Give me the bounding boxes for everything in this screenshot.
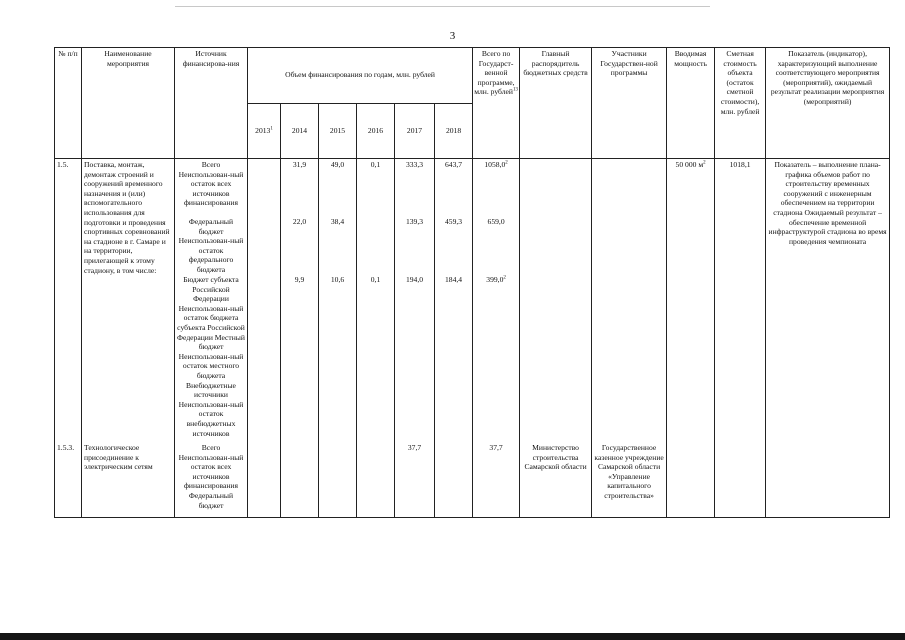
value: 38,4	[330, 217, 345, 226]
page-bottom-edge	[0, 633, 905, 640]
year-header: 2014	[281, 103, 319, 159]
total-sup: 2	[505, 160, 508, 166]
year-cell	[357, 159, 395, 440]
estimated-cell	[715, 439, 766, 518]
value: 333,3	[405, 160, 424, 169]
value: 10,6	[330, 275, 345, 284]
year-cell	[435, 439, 473, 518]
total-number: 399,0	[486, 275, 504, 284]
col-manager-header: Главный распорядитель бюджетных средств	[520, 48, 592, 159]
value: 643,7	[444, 160, 463, 169]
funding-group-header: Объем финансирования по годам, млн. рублей	[248, 48, 473, 104]
capacity-sup: 2	[703, 160, 706, 166]
year-cell	[248, 439, 281, 518]
col-indicator-header: Показатель (индикатор), характеризующий выполнение соответствующего мероприятия (мероприятий), ожидаемый результат реализации мероприятия (мероприятий)	[766, 48, 890, 159]
top-rule	[175, 6, 710, 7]
indicator-cell: Показатель – выполнение плана-графика объемов работ по строительству временных сооружений с инженерным обеспечением на территории стадиона Ожидаемый результат – обеспечение временной инфраструктурой стадиона во время проведения чемпионата	[766, 159, 890, 440]
year-cell	[281, 439, 319, 518]
col-estimated-header: Сметная стоимость объекта (остаток сметной стоимости), млн. рублей	[715, 48, 766, 159]
indicator-cell	[766, 439, 890, 518]
total-header-text: Всего по Государст-венной программе, млн. рублей	[474, 49, 515, 97]
capacity-cell	[667, 439, 715, 518]
value: 0,1	[370, 160, 381, 169]
year-header: 2016	[357, 103, 395, 159]
value: 0,1	[370, 275, 381, 284]
manager-cell: Министерство строительства Самарской области	[520, 439, 592, 518]
row-number: 1.5.	[55, 159, 82, 440]
year-cell	[395, 159, 435, 440]
year-header: 2015	[319, 103, 357, 159]
col-total-header	[473, 48, 520, 159]
year-cell	[248, 159, 281, 440]
year-cell	[357, 439, 395, 518]
value	[250, 217, 278, 275]
year-header	[248, 103, 281, 159]
value: 184,4	[444, 275, 463, 284]
year-cell	[281, 159, 319, 440]
total-value	[475, 217, 517, 275]
value: 194,0	[405, 275, 424, 284]
total-header-sup: 13	[512, 87, 518, 93]
source-group: Бюджет субъекта Российской Федерации Неиспользован-ный остаток бюджета субъекта Российской Федерации Местный бюджет Неиспользован-ный остаток местного бюджета Внебюджетные источники Неиспользован-ный остаток внебюджетных источников	[177, 275, 245, 438]
value: 459,3	[444, 217, 463, 226]
year-cell	[435, 159, 473, 440]
value: 9,9	[294, 275, 305, 284]
value	[359, 217, 392, 275]
value: 31,9	[292, 160, 307, 169]
value: 139,3	[405, 217, 424, 226]
value: 22,0	[292, 217, 307, 226]
table-row	[55, 159, 890, 440]
year-cell	[319, 439, 357, 518]
table-row	[55, 439, 890, 518]
col-name-header: Наименование мероприятия	[82, 48, 175, 159]
total-number: 1058,0	[484, 160, 506, 169]
row-name: Технологическое присоединение к электрическим сетям	[82, 439, 175, 518]
row-name: Поставка, монтаж, демонтаж строений и сооружений временного назначения и (или) вспомогательного использования для подготовки и проведения спортивных соревнований на стадионе в г. Самаре и на территории, прилегающей к этому стадиону, в том числе:	[82, 159, 175, 440]
total-number: 659,0	[487, 217, 505, 226]
source-group: Всего Неиспользован-ный остаток всех источников финансирования	[178, 160, 244, 208]
page-number: 3	[449, 30, 456, 42]
capacity-cell	[667, 159, 715, 440]
year-header: 2017	[395, 103, 435, 159]
source-cell	[175, 159, 248, 440]
total-cell: 37,7	[473, 439, 520, 518]
estimated-cell: 1018,1	[715, 159, 766, 440]
total-cell	[473, 159, 520, 440]
total-value	[475, 275, 517, 285]
col-participants-header: Участники Государствен-ной программы	[592, 48, 667, 159]
year-header: 2018	[435, 103, 473, 159]
col-source-header: Источник финансирова-ния	[175, 48, 248, 159]
capacity-value: 50 000 м	[675, 160, 704, 169]
participants-cell: Государственное казенное учреждение Самарской области «Управление капитального строительства»	[592, 439, 667, 518]
total-value	[475, 160, 517, 217]
year-cell	[319, 159, 357, 440]
year-cell: 37,7	[395, 439, 435, 518]
year-sup: 1	[270, 126, 273, 132]
year-label: 2013	[255, 125, 271, 135]
manager-cell	[520, 159, 592, 440]
total-sup: 2	[503, 275, 506, 281]
funding-table	[54, 47, 890, 518]
value: 49,0	[330, 160, 345, 169]
col-capacity-header: Вводимая мощность	[667, 48, 715, 159]
source-group: Федеральный бюджет Неиспользован-ный остаток федерального бюджета	[178, 217, 244, 274]
participants-cell	[592, 159, 667, 440]
value	[250, 160, 278, 217]
header-row	[55, 48, 890, 104]
row-number: 1.5.3.	[55, 439, 82, 518]
source-cell: Всего Неиспользован-ный остаток всех источников финансирования Федеральный бюджет	[175, 439, 248, 518]
col-no-header: № п/п	[55, 48, 82, 159]
